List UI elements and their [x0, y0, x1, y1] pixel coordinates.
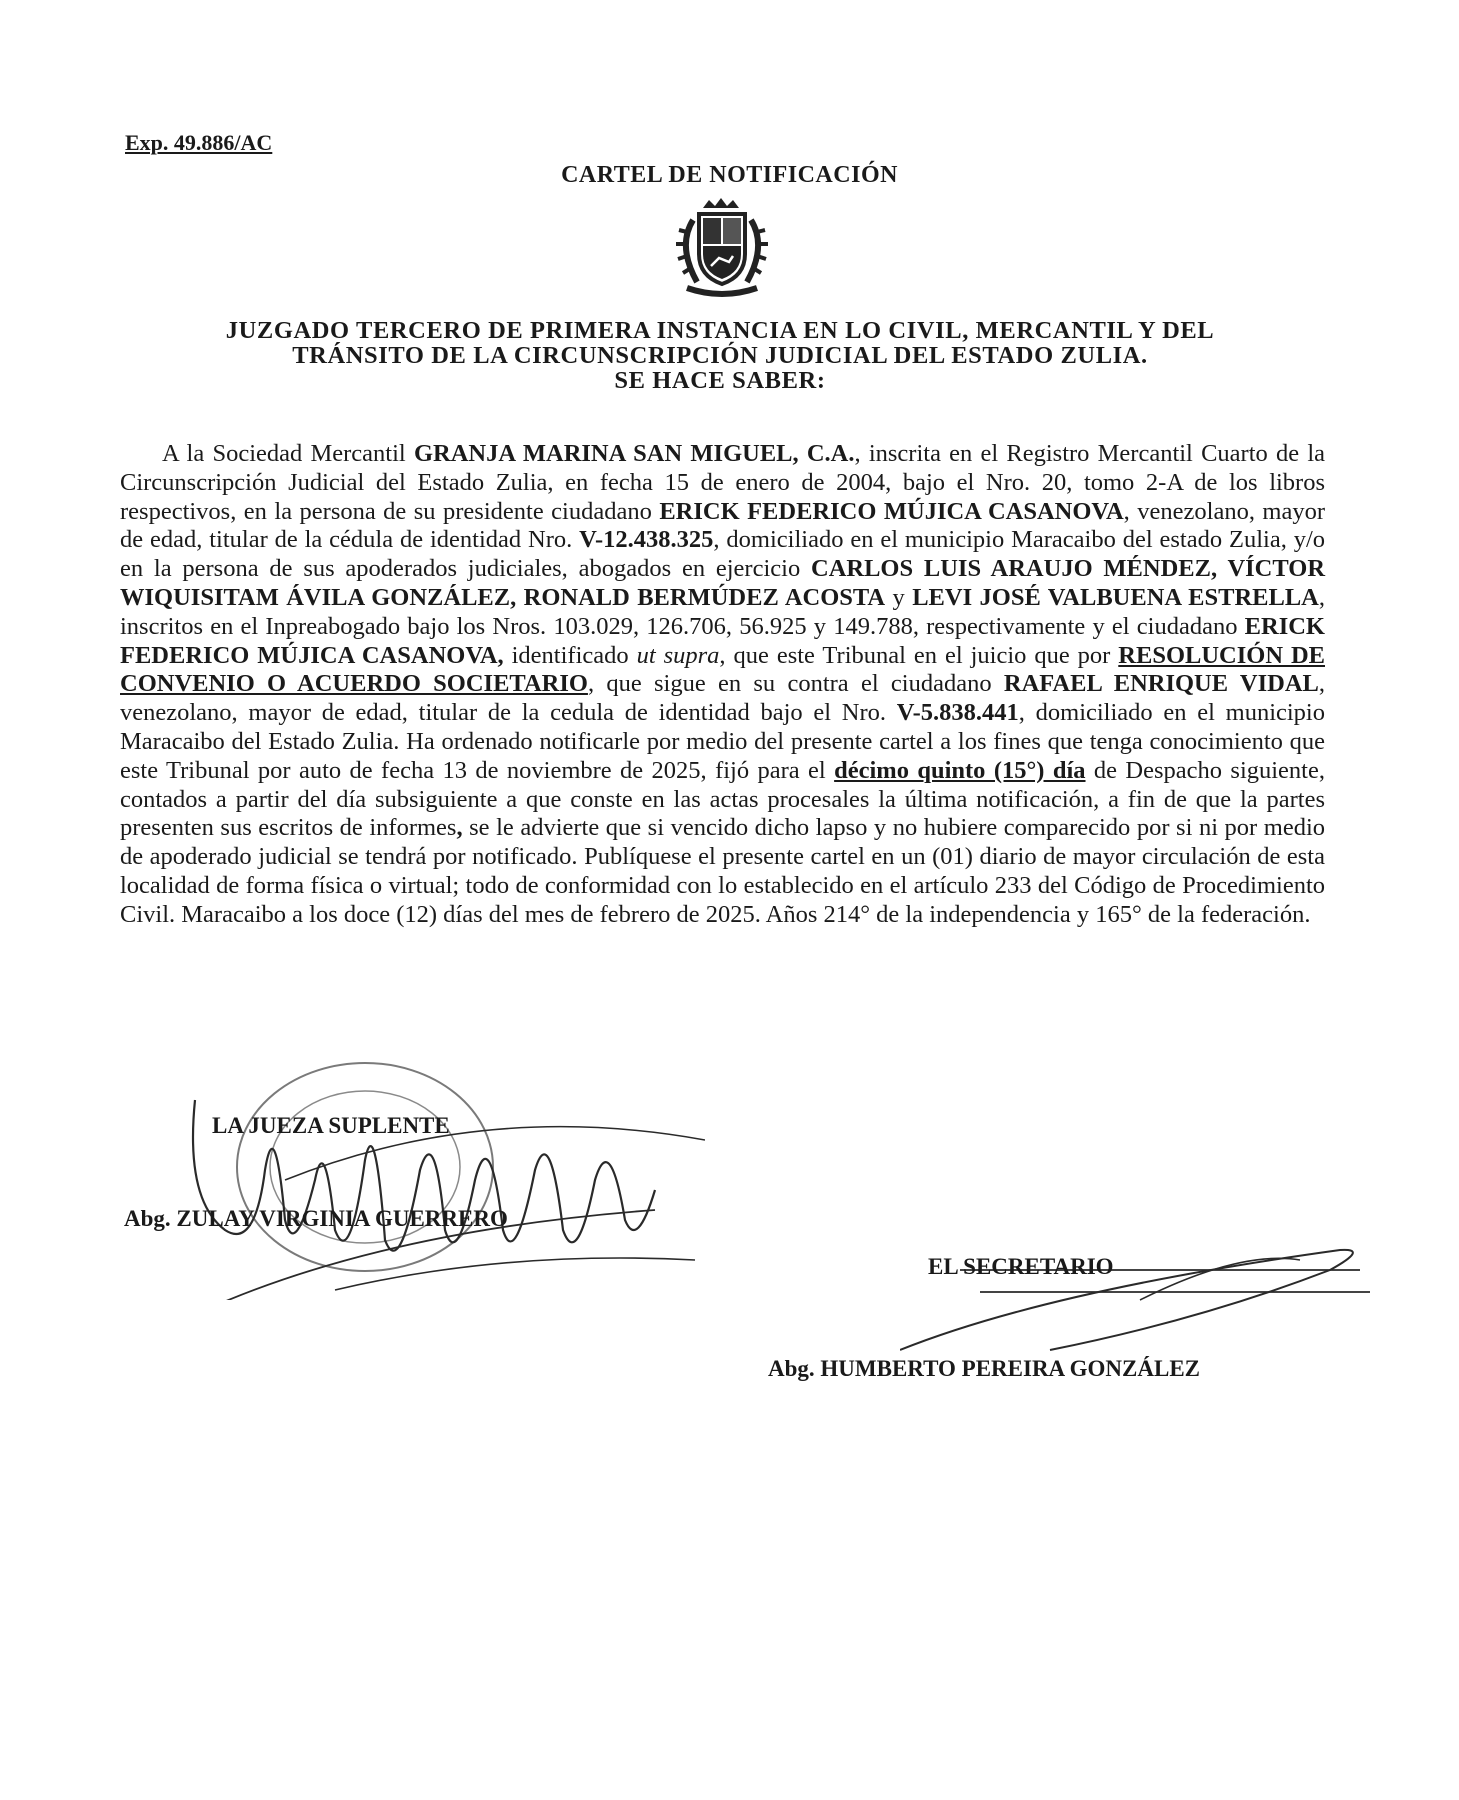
body-text: , inscritos en el Inpreabogado bajo los Nros. 103.029, 126.706, 56.925 y 149.788, respectivamente y el ciudadano — [120, 583, 1325, 640]
document-title: CARTEL DE NOTIFICACIÓN — [561, 162, 898, 188]
attorneys-names: CARLOS LUIS ARAUJO MÉNDEZ, VÍCTOR WIQUISITAM ÁVILA GONZÁLEZ, RONALD BERMÚDEZ ACOSTA — [120, 555, 1326, 611]
body-text: de Despacho siguiente, contados a partir del día subsiguiente a que conste en las actas procesales la última notificación, a fin de que la partes presenten sus escritos de informes — [120, 756, 1325, 842]
court-heading-line-1: JUZGADO TERCERO DE PRIMERA INSTANCIA EN LO CIVIL, MERCANTIL Y DEL — [225, 317, 1215, 344]
judge-name: Abg. ZULAY VIRGINIA GUERRERO — [124, 1206, 508, 1231]
latin-phrase: ut supra — [636, 641, 720, 669]
body-comma: , — [456, 814, 463, 842]
plaintiff-name: RAFAEL ENRIQUE VIDAL — [1003, 670, 1319, 698]
deadline-day: décimo quinto (15°) día — [834, 756, 1086, 784]
body-text: , venezolano, mayor de edad, titular de la cédula de identidad Nro. — [120, 497, 1325, 554]
court-heading-line-2: TRÁNSITO DE LA CIRCUNSCRIPCIÓN JUDICIAL DEL ESTADO ZULIA. — [292, 342, 1148, 369]
plaintiff-id: V-5.838.441 — [896, 699, 1019, 727]
president-name: ERICK FEDERICO MÚJICA CASANOVA — [659, 497, 1124, 525]
body-text: se le advierte que si vencido dicho lapso y no hubiere comparecido por si ni por medio de apoderado judicial se tendrá por notificado. Publíquese el presente cartel en un (01) diario de mayor circulación de esta localidad de forma física o virtual; todo de conformidad con lo establecido en el artículo 233 del Código de Procedimiento Civil. Maracaibo a los doce (12) días del mes de febrero de 2025. Años 214° de la independencia y 165° de la federación. — [120, 814, 1326, 928]
body-text: , venezolano, mayor de edad, titular de la cedula de identidad bajo el Nro. — [120, 670, 1325, 727]
secretary-title: EL SECRETARIO — [928, 1254, 1114, 1279]
citizen-name: ERICK FEDERICO MÚJICA CASANOVA, — [120, 612, 1325, 669]
body-text: A la Sociedad Mercantil — [162, 440, 414, 467]
body-text: , que sigue en su contra el ciudadano — [587, 670, 1004, 698]
court-heading-line-3: SE HACE SABER: — [614, 367, 826, 394]
president-id: V-12.438.325 — [579, 526, 714, 554]
body-text: , domiciliado en el municipio Maracaibo del estado Zulia, y/o en la persona de sus apoderados judiciales, abogados en ejercicio — [120, 526, 1325, 583]
body-text: , domiciliado en el municipio Maracaibo del Estado Zulia. Ha ordenado notificarle por medio del presente cartel a los fines que tenga conocimiento que este Tribunal por auto de fecha 13 de noviembre de 2025, fijó para el — [120, 699, 1325, 784]
case-subject: RESOLUCIÓN DE CONVENIO O ACUERDO SOCIETARIO — [120, 641, 1325, 698]
body-text: y — [885, 583, 913, 611]
company-name: GRANJA MARINA SAN MIGUEL, C.A. — [413, 440, 855, 467]
body-text: , que este Tribunal en el juicio que por — [719, 641, 1119, 669]
court-heading — [150, 318, 1290, 393]
secretary-signature — [900, 1230, 1380, 1370]
secretary-name: Abg. HUMBERTO PEREIRA GONZÁLEZ — [768, 1356, 1201, 1381]
case-number: Exp. 49.886/AC — [125, 130, 273, 155]
body-text: identificado — [503, 641, 637, 669]
body-text: , inscrita en el Registro Mercantil Cuarto de la Circunscripción Judicial del Estado Zulia, en fecha 15 de enero de 2004, bajo el Nro. 20, tomo 2-A de los libros respectivos, en la persona de su presidente ciudadano — [120, 440, 1325, 525]
attorney-name: LEVI JOSÉ VALBUENA ESTRELLA — [912, 583, 1319, 611]
coat-of-arms-icon — [663, 196, 781, 300]
judge-title: LA JUEZA SUPLENTE — [212, 1113, 450, 1138]
notice-body — [120, 440, 1325, 930]
